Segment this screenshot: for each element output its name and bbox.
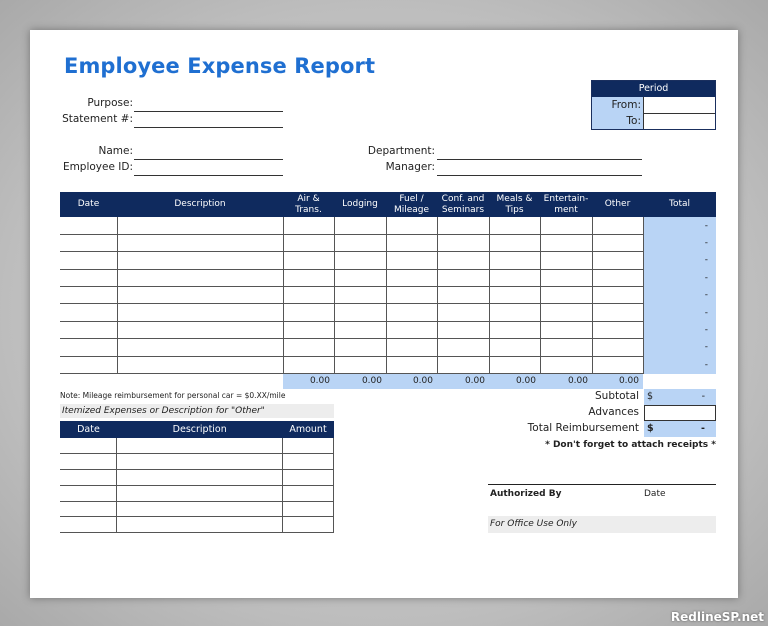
expense-cell[interactable] xyxy=(60,234,117,251)
expense-cell[interactable] xyxy=(283,321,334,338)
expense-cell[interactable] xyxy=(437,339,489,356)
expense-cell[interactable] xyxy=(437,269,489,286)
department-field[interactable] xyxy=(437,159,642,160)
expense-cell[interactable] xyxy=(386,321,437,338)
expense-cell[interactable] xyxy=(592,252,643,269)
expense-cell[interactable] xyxy=(437,304,489,321)
expense-cell[interactable] xyxy=(283,339,334,356)
expense-cell[interactable] xyxy=(592,304,643,321)
statement-field[interactable] xyxy=(134,127,283,128)
itemized-cell[interactable] xyxy=(60,517,117,533)
expense-table xyxy=(60,192,716,389)
expense-cell[interactable] xyxy=(489,321,540,338)
subtotal-value-box xyxy=(644,389,716,405)
expense-row xyxy=(60,252,716,269)
expense-cell[interactable] xyxy=(283,217,334,234)
expense-cell[interactable] xyxy=(117,217,283,234)
expense-cell[interactable] xyxy=(540,234,592,251)
expense-cell[interactable] xyxy=(489,234,540,251)
expense-col-header: Meals & Tips xyxy=(489,192,540,217)
expense-cell[interactable] xyxy=(334,287,386,304)
expense-col-header: Date xyxy=(60,192,117,217)
itemized-col-header: Description xyxy=(117,421,283,438)
row-total-cell: - xyxy=(643,339,716,356)
itemized-cell[interactable] xyxy=(117,485,283,501)
manager-field[interactable] xyxy=(437,175,642,176)
watermark: RedlineSP.net xyxy=(670,610,764,624)
expense-cell[interactable] xyxy=(117,356,283,373)
subtotal-value: - xyxy=(701,391,705,402)
expense-cell[interactable] xyxy=(60,321,117,338)
expense-cell[interactable] xyxy=(437,234,489,251)
expense-col-header: Conf. and Seminars xyxy=(437,192,489,217)
column-total-cell: 0.00 xyxy=(592,374,643,389)
itemized-cell[interactable] xyxy=(117,454,283,470)
itemized-row xyxy=(60,485,334,501)
expense-col-header: Total xyxy=(643,192,716,217)
expense-cell[interactable] xyxy=(386,287,437,304)
name-label: Name: xyxy=(98,145,133,157)
itemized-cell[interactable] xyxy=(117,501,283,517)
expense-cell[interactable] xyxy=(489,252,540,269)
total-reimbursement-box xyxy=(644,421,716,437)
expense-row xyxy=(60,304,716,321)
itemized-cell[interactable] xyxy=(283,438,334,454)
expense-cell[interactable] xyxy=(540,356,592,373)
expense-cell[interactable] xyxy=(117,304,283,321)
column-total-cell: 0.00 xyxy=(334,374,386,389)
period-from-label: From: xyxy=(592,97,644,113)
expense-row xyxy=(60,269,716,286)
expense-col-header: Fuel / Mileage xyxy=(386,192,437,217)
itemized-col-header: Date xyxy=(60,421,117,438)
period-header: Period xyxy=(592,81,715,97)
itemized-cell[interactable] xyxy=(117,438,283,454)
row-total-cell: - xyxy=(643,304,716,321)
column-totals-row xyxy=(60,374,716,389)
advances-label: Advances xyxy=(588,406,639,418)
employee-id-field[interactable] xyxy=(134,175,283,176)
expense-cell[interactable] xyxy=(386,356,437,373)
expense-cell[interactable] xyxy=(386,269,437,286)
expense-col-header: Air & Trans. xyxy=(283,192,334,217)
row-total-cell: - xyxy=(643,252,716,269)
period-to-field[interactable] xyxy=(644,113,715,129)
itemized-cell[interactable] xyxy=(117,517,283,533)
expense-cell[interactable] xyxy=(489,287,540,304)
purpose-label: Purpose: xyxy=(87,97,133,109)
itemized-cell[interactable] xyxy=(283,470,334,486)
expense-cell[interactable] xyxy=(117,252,283,269)
expense-cell[interactable] xyxy=(386,304,437,321)
expense-cell[interactable] xyxy=(437,217,489,234)
period-from-field[interactable] xyxy=(644,97,715,113)
advances-input[interactable] xyxy=(644,405,716,421)
expense-cell[interactable] xyxy=(592,356,643,373)
itemized-cell[interactable] xyxy=(60,454,117,470)
expense-cell[interactable] xyxy=(334,217,386,234)
expense-col-header: Entertain-ment xyxy=(540,192,592,217)
expense-cell[interactable] xyxy=(489,217,540,234)
expense-cell[interactable] xyxy=(386,217,437,234)
itemized-cell[interactable] xyxy=(60,485,117,501)
expense-cell[interactable] xyxy=(489,339,540,356)
blank-cell xyxy=(117,374,283,389)
period-to-label: To: xyxy=(592,113,644,129)
expense-cell[interactable] xyxy=(60,304,117,321)
itemized-cell[interactable] xyxy=(283,517,334,533)
total-reimbursement-label: Total Reimbursement xyxy=(527,422,639,434)
expense-cell[interactable] xyxy=(489,269,540,286)
expense-cell[interactable] xyxy=(117,321,283,338)
expense-cell[interactable] xyxy=(437,287,489,304)
expense-cell[interactable] xyxy=(592,269,643,286)
expense-cell[interactable] xyxy=(117,269,283,286)
expense-cell[interactable] xyxy=(334,269,386,286)
expense-cell[interactable] xyxy=(60,287,117,304)
itemized-row xyxy=(60,517,334,533)
itemized-cell[interactable] xyxy=(283,501,334,517)
expense-row xyxy=(60,321,716,338)
expense-cell[interactable] xyxy=(592,234,643,251)
expense-cell[interactable] xyxy=(283,287,334,304)
expense-cell[interactable] xyxy=(592,339,643,356)
expense-row xyxy=(60,356,716,373)
department-label: Department: xyxy=(367,145,435,157)
total-value: - xyxy=(701,423,705,434)
expense-col-header: Lodging xyxy=(334,192,386,217)
total-currency: $ xyxy=(647,423,654,434)
expense-cell[interactable] xyxy=(334,252,386,269)
period-box xyxy=(591,80,716,130)
office-use-label: For Office Use Only xyxy=(488,516,716,533)
expense-cell[interactable] xyxy=(489,356,540,373)
expense-cell[interactable] xyxy=(489,304,540,321)
authorization-line xyxy=(488,484,716,504)
itemized-cell[interactable] xyxy=(283,485,334,501)
row-total-cell: - xyxy=(643,269,716,286)
itemized-row xyxy=(60,501,334,517)
row-total-cell: - xyxy=(643,356,716,373)
expense-cell[interactable] xyxy=(592,287,643,304)
expense-cell[interactable] xyxy=(386,234,437,251)
expense-cell[interactable] xyxy=(334,339,386,356)
expense-cell[interactable] xyxy=(283,234,334,251)
column-total-cell: 0.00 xyxy=(489,374,540,389)
expense-cell[interactable] xyxy=(540,252,592,269)
blank-cell xyxy=(60,374,117,389)
row-total-cell: - xyxy=(643,217,716,234)
expense-cell[interactable] xyxy=(540,321,592,338)
expense-report-sheet xyxy=(30,30,738,598)
expense-col-header: Description xyxy=(117,192,283,217)
expense-cell[interactable] xyxy=(437,356,489,373)
itemized-row xyxy=(60,470,334,486)
expense-cell[interactable] xyxy=(60,356,117,373)
expense-cell[interactable] xyxy=(437,252,489,269)
itemized-cell[interactable] xyxy=(60,470,117,486)
name-field[interactable] xyxy=(134,159,283,160)
mileage-note: Note: Mileage reimbursement for personal car = $0.XX/mile xyxy=(60,391,286,400)
itemized-cell[interactable] xyxy=(60,501,117,517)
column-total-cell: 0.00 xyxy=(386,374,437,389)
expense-cell[interactable] xyxy=(283,304,334,321)
manager-label: Manager: xyxy=(385,161,435,173)
expense-cell[interactable] xyxy=(386,252,437,269)
itemized-cell[interactable] xyxy=(117,470,283,486)
expense-cell[interactable] xyxy=(117,339,283,356)
expense-cell[interactable] xyxy=(117,287,283,304)
expense-cell[interactable] xyxy=(386,339,437,356)
expense-row xyxy=(60,234,716,251)
itemized-table xyxy=(60,421,334,533)
authorized-by-label: Authorized By xyxy=(490,489,562,499)
itemized-cell[interactable] xyxy=(60,438,117,454)
expense-cell[interactable] xyxy=(283,269,334,286)
authorization-date-label: Date xyxy=(644,489,666,499)
expense-cell[interactable] xyxy=(540,269,592,286)
column-total-cell: 0.00 xyxy=(283,374,334,389)
itemized-row xyxy=(60,454,334,470)
page-title: Employee Expense Report xyxy=(64,54,376,78)
expense-cell[interactable] xyxy=(334,356,386,373)
expense-cell[interactable] xyxy=(334,234,386,251)
row-total-cell: - xyxy=(643,321,716,338)
expense-cell[interactable] xyxy=(334,304,386,321)
itemized-cell[interactable] xyxy=(283,454,334,470)
receipts-note: * Don't forget to attach receipts * xyxy=(545,440,716,450)
expense-row xyxy=(60,217,716,234)
employee-id-label: Employee ID: xyxy=(62,161,133,173)
subtotal-currency: $ xyxy=(647,391,654,402)
purpose-field[interactable] xyxy=(134,111,283,112)
itemized-title: Itemized Expenses or Description for "Other" xyxy=(60,404,334,418)
expense-cell[interactable] xyxy=(283,356,334,373)
itemized-row xyxy=(60,438,334,454)
expense-cell[interactable] xyxy=(283,252,334,269)
expense-cell[interactable] xyxy=(540,339,592,356)
expense-row xyxy=(60,339,716,356)
blank-cell xyxy=(643,374,716,389)
expense-cell[interactable] xyxy=(60,339,117,356)
expense-cell[interactable] xyxy=(592,217,643,234)
expense-cell[interactable] xyxy=(117,234,283,251)
expense-cell[interactable] xyxy=(334,321,386,338)
itemized-col-header: Amount xyxy=(283,421,334,438)
expense-cell[interactable] xyxy=(540,304,592,321)
expense-col-header: Other xyxy=(592,192,643,217)
expense-cell[interactable] xyxy=(592,321,643,338)
expense-cell[interactable] xyxy=(540,217,592,234)
expense-cell[interactable] xyxy=(540,287,592,304)
statement-label: Statement #: xyxy=(62,113,133,125)
column-total-cell: 0.00 xyxy=(540,374,592,389)
subtotal-label: Subtotal xyxy=(595,390,639,402)
row-total-cell: - xyxy=(643,234,716,251)
expense-cell[interactable] xyxy=(60,269,117,286)
row-total-cell: - xyxy=(643,287,716,304)
expense-cell[interactable] xyxy=(60,217,117,234)
expense-cell[interactable] xyxy=(437,321,489,338)
column-total-cell: 0.00 xyxy=(437,374,489,389)
expense-cell[interactable] xyxy=(60,252,117,269)
expense-table-header xyxy=(60,192,716,217)
itemized-table-header xyxy=(60,421,334,438)
expense-row xyxy=(60,287,716,304)
